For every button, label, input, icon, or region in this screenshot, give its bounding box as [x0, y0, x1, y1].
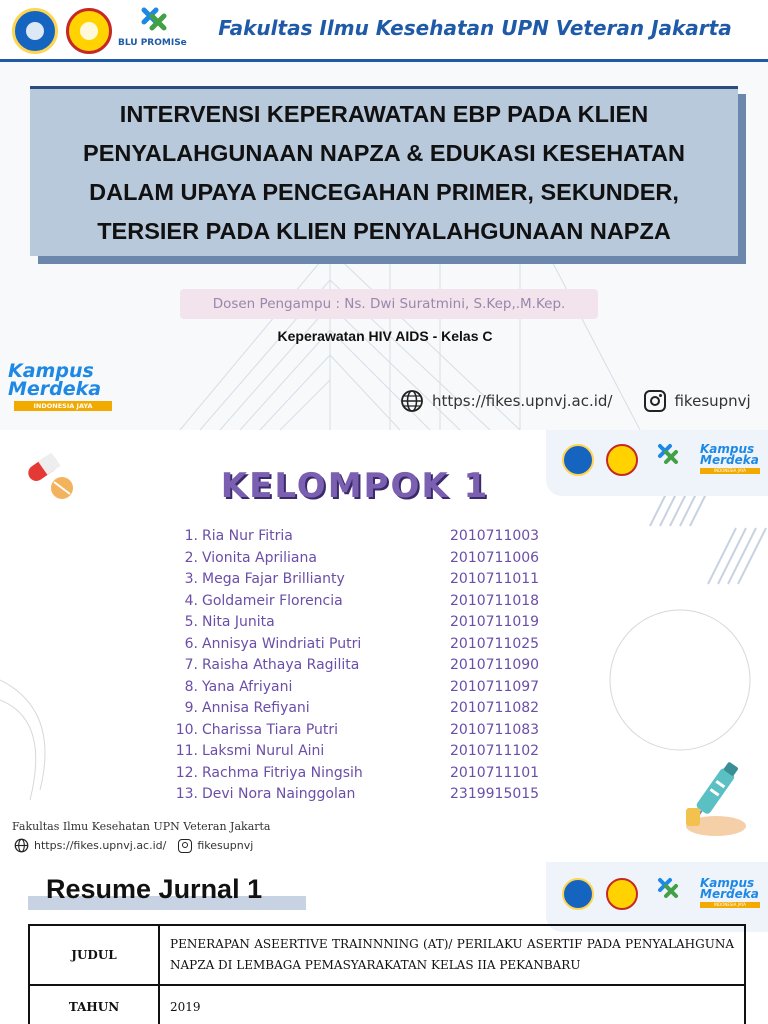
contact-row	[400, 388, 768, 414]
table-row	[29, 985, 745, 1024]
syringe-hand-icon	[676, 756, 748, 842]
kampus-logo-line3: INDONESIA JAYA	[14, 401, 112, 411]
row-label-tahun: TAHUN	[29, 985, 159, 1024]
kampus-logo-line1: Kampus	[8, 360, 94, 382]
member-no: 11.	[175, 743, 198, 759]
kampus-merdeka-small	[700, 876, 764, 916]
kampus-small-line2: Merdeka	[700, 453, 759, 467]
kampus-small-line2: Merdeka	[700, 887, 759, 901]
list-item	[170, 636, 570, 657]
upn-logo-small	[606, 444, 638, 476]
member-name: Devi Nora Nainggolan	[202, 786, 356, 802]
website-link[interactable]: https://fikes.upnvj.ac.id/	[432, 392, 613, 410]
instagram-icon	[644, 390, 666, 412]
member-name: Mega Fajar Brillianty	[202, 571, 345, 587]
member-no: 10.	[175, 721, 198, 738]
row-label-judul: JUDUL	[29, 925, 159, 985]
title-line-1: INTERVENSI KEPERAWATAN EBP PADA KLIEN	[119, 101, 649, 127]
member-nim: 2010711006	[450, 549, 540, 566]
member-nim: 2010711102	[450, 743, 540, 759]
member-nim: 2319915015	[450, 786, 540, 802]
list-item	[170, 657, 570, 678]
list-item	[170, 700, 570, 721]
resume-title: Resume Jurnal 1	[46, 874, 263, 904]
member-nim: 2010711097	[450, 678, 540, 695]
upn-logo	[66, 8, 112, 54]
kampus-small-line1: Kampus	[700, 876, 755, 890]
partner-logos-resume	[546, 862, 768, 932]
member-no: 13.	[175, 786, 198, 802]
member-name: Goldameir Florencia	[202, 592, 343, 609]
list-item	[170, 571, 570, 592]
member-no: 2.	[184, 549, 198, 566]
kemdikbud-logo	[12, 8, 58, 54]
row-value-judul: PENERAPAN ASEERTIVE TRAINNNING (AT)/ PERILAKU ASERTIF PADA PENYALAHGUNA NAPZA DI LEMBAGA PEMASYARAKATAN KELAS IIA PEKANBARU	[159, 925, 745, 985]
partner-logos	[546, 430, 768, 496]
member-nim: 2010711082	[450, 700, 540, 716]
globe-icon	[400, 389, 424, 413]
member-no: 12.	[175, 764, 198, 781]
list-item	[170, 722, 570, 743]
upn-logo-small	[606, 878, 638, 910]
blu-promise-logo-small	[648, 442, 688, 478]
title-line-2: PENYALAHGUNAAN NAPZA & EDUKASI KESEHATAN	[83, 140, 685, 166]
member-no: 9.	[184, 700, 198, 716]
member-name: Annisya Windriati Putri	[202, 635, 362, 652]
blu-promise-logo	[122, 6, 186, 56]
title-line-4: TERSIER PADA KLIEN PENYALAHGUNAAN NAPZA	[97, 218, 671, 244]
kampus-small-line3: INDONESIA JAYA	[700, 468, 760, 474]
list-item	[170, 765, 570, 786]
member-name: Charissa Tiara Putri	[202, 721, 339, 738]
lecturer-label: Dosen Pengampu : Ns. Dwi Suratmini, S.Kep,.M.Kep.	[180, 289, 598, 319]
list-item	[170, 614, 570, 635]
member-name: Vionita Apriliana	[202, 549, 317, 566]
member-name: Ria Nur Fitria	[202, 528, 293, 544]
member-nim: 2010711018	[450, 592, 540, 609]
instagram-icon-small	[178, 839, 192, 853]
instagram-handle[interactable]: fikesupnvj	[674, 392, 751, 410]
member-no: 4.	[184, 592, 198, 609]
member-name: Raisha Athaya Ragilita	[202, 657, 360, 673]
footer-instagram-handle[interactable]: fikesupnvj	[197, 839, 254, 852]
globe-icon-small	[14, 838, 29, 853]
member-name: Nita Junita	[202, 614, 275, 630]
member-name: Laksmi Nurul Aini	[202, 743, 325, 759]
blu-promise-logo-small	[648, 876, 688, 912]
kampus-merdeka-small	[700, 442, 764, 482]
group-slide	[0, 430, 768, 862]
member-nim: 2010711090	[450, 657, 540, 673]
list-item	[170, 679, 570, 700]
header-bar	[0, 0, 768, 62]
cover-slide	[0, 0, 768, 430]
kampus-small-line3: INDONESIA JAYA	[700, 902, 760, 908]
footer-website-link[interactable]: https://fikes.upnvj.ac.id/	[34, 839, 167, 852]
list-item	[170, 593, 570, 614]
member-nim: 2010711025	[450, 635, 540, 652]
resume-slide	[0, 862, 768, 1024]
member-no: 6.	[184, 635, 198, 652]
member-name: Yana Afriyani	[202, 678, 293, 695]
kampus-small-line1: Kampus	[700, 442, 755, 456]
member-no: 8.	[184, 678, 198, 695]
group-title: KELOMPOK 1	[220, 466, 490, 506]
table-row	[29, 925, 745, 985]
member-no: 1.	[184, 528, 198, 544]
footer-faculty: Fakultas Ilmu Kesehatan UPN Veteran Jakarta	[12, 820, 271, 833]
member-no: 3.	[184, 571, 198, 587]
list-item	[170, 528, 570, 549]
member-nim: 2010711083	[450, 721, 540, 738]
row-value-tahun: 2019	[159, 985, 745, 1024]
kampus-logo-line2: Merdeka	[8, 378, 102, 400]
pills-icon	[22, 444, 82, 504]
main-title-box	[30, 86, 738, 256]
member-no: 5.	[184, 614, 198, 630]
member-nim: 2010711101	[450, 764, 540, 781]
footer-contact	[0, 810, 300, 862]
kemdikbud-logo-small	[562, 444, 594, 476]
title-line-3: DALAM UPAYA PENCEGAHAN PRIMER, SEKUNDER,	[89, 179, 679, 205]
list-item	[170, 743, 570, 764]
kampus-merdeka-logo	[8, 360, 118, 422]
member-nim: 2010711003	[450, 528, 540, 544]
blu-promise-label: BLU PROMISe	[118, 38, 187, 48]
list-item	[170, 550, 570, 571]
course-label: Keperawatan HIV AIDS - Kelas C	[277, 328, 493, 344]
member-no: 7.	[184, 657, 198, 673]
faculty-title: Fakultas Ilmu Kesehatan UPN Veteran Jakarta	[218, 16, 732, 40]
member-nim: 2010711019	[450, 614, 540, 630]
journal-table	[28, 924, 746, 1024]
member-nim: 2010711011	[450, 571, 540, 587]
kemdikbud-logo-small	[562, 878, 594, 910]
member-name: Rachma Fitriya Ningsih	[202, 764, 363, 781]
member-name: Annisa Refiyani	[202, 700, 310, 716]
list-item	[170, 786, 570, 807]
